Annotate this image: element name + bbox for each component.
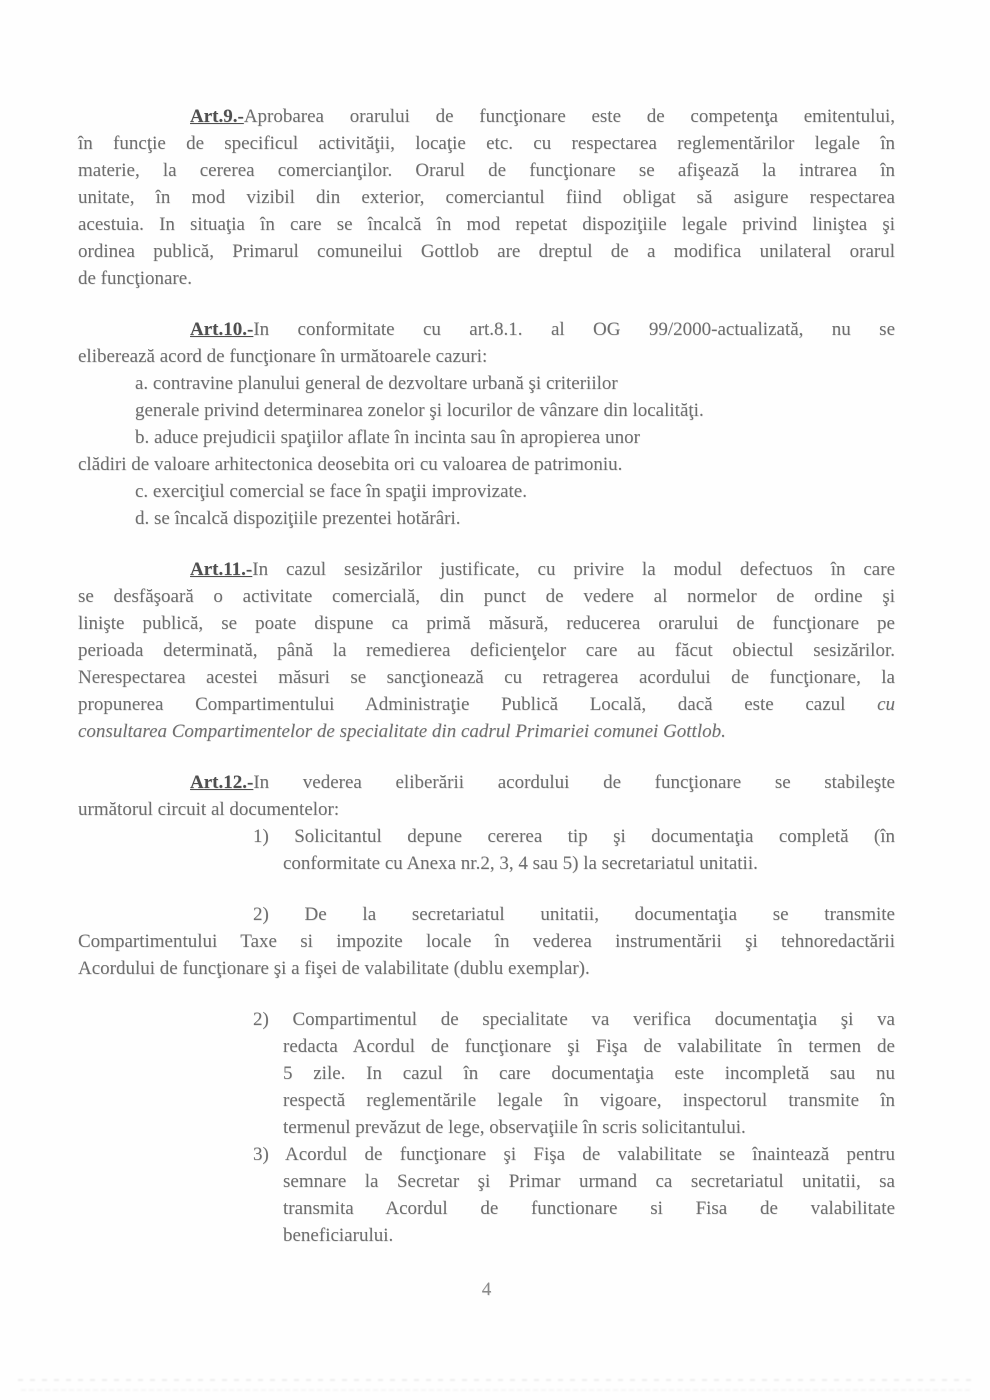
list-item-b-continuation: clădiri de valoare arhitectonica deosebita ori cu valoarea de patrimoniu. [78,454,623,475]
text-segment: In vederea eliberării acordului de funcţionare se stabileşte [253,772,895,793]
numbered-item-3-continuation: transmita Acordul de functionare si Fisa de valabilitate [283,1198,895,1219]
numbered-item-3-continuation: beneficiarului. [283,1225,394,1246]
text-line [78,769,895,796]
numbered-item-2b-continuation: respectă reglementările legale în vigoare, inspectorul transmite în [283,1090,895,1111]
numbered-item-2: 2) De la secretariatul unitatii, documentaţia se transmite [253,904,895,925]
paragraph-art12-steps-3-4 [78,1006,895,1249]
numbered-item-2-continuation: Acordului de funcţionare şi a fişei de valabilitate (dublu exemplar). [78,958,590,979]
numbered-item-2b-continuation: redacta Acordul de funcţionare şi Fişa de valabilitate în termen de [283,1036,895,1057]
text-line: se desfăşoară o activitate comercială, din punct de vedere al normelor de ordine şi [78,586,895,607]
numbered-item-2b-continuation: 5 zile. In cazul în care documentaţia este incompletă sau nu [283,1063,895,1084]
numbered-item-2-continuation: Compartimentului Taxe si impozite locale în vederea instrumentării şi tehnoredactării [78,931,895,952]
text-line: ordinea publică, Primarul comuneilui Gottlob are dreptul de a modifica unilateral orarul [78,241,895,262]
text-segment: Aprobarea orarului de funcţionare este de competenţa emitentului, [243,106,895,127]
paragraph-art12 [78,769,895,877]
text-line [78,316,895,343]
list-item-a: a. contravine planului general de dezvoltare urbană şi criteriilor [135,373,618,394]
italic-segment: cu [877,694,895,715]
text-line: în funcţie de specificul activităţii, locaţie etc. cu respectarea reglementărilor legale în [78,133,895,154]
paragraph-art12-step2 [78,901,895,982]
text-line: următorul circuit al documentelor: [78,799,340,820]
text-segment: In cazul sesizărilor justificate, cu privire la modul defectuos în care [252,559,895,580]
numbered-item-2b: 2) Compartimentul de specialitate va verifica documentaţia şi va [253,1009,895,1030]
numbered-item-1-continuation: conformitate cu Anexa nr.2, 3, 4 sau 5) la secretariatul unitatii. [283,853,758,874]
paragraph-art9 [78,103,895,292]
text-segment: propunerea Compartimentului Administraţie Publică Locală, dacă este cazul [78,694,878,715]
text-line [78,691,895,718]
italic-text-line: consultarea Compartimentelor de specialitate din cadrul Primariei comunei Gottlob. [78,721,726,742]
paragraph-art10 [78,316,895,532]
list-item-a-continuation: generale privind determinarea zonelor şi locurilor de vânzare din localităţi. [135,400,704,421]
numbered-item-3-continuation: semnare la Secretar şi Primar urmand ca secretariatul unitatii, sa [283,1171,895,1192]
text-line: perioada determinată, până la remedierea deficienţelor care au făcut obiectul sesizărilor. [78,640,895,661]
list-item-c: c. exerciţiul comercial se face în spaţii improvizate. [135,481,527,502]
article-lead-art12: Art.12.- [190,772,254,793]
article-lead-art10: Art.10.- [190,319,254,340]
article-lead-art9: Art.9.- [190,106,244,127]
text-line: Nerespectarea acestei măsuri se sancţionează cu retragerea acordului de funcţionare, la [78,667,895,688]
list-item-d: d. se încalcă dispoziţiile prezentei hotărâri. [135,508,461,529]
page-number: 4 [481,1279,492,1300]
text-line [78,556,895,583]
paragraph-art11 [78,556,895,745]
text-line: de funcţionare. [78,268,192,289]
document-content [78,103,895,1249]
text-line [78,103,895,130]
numbered-item-2b-continuation: termenul prevăzut de lege, observaţiile în scris solicitantului. [283,1117,746,1138]
text-line: acestuia. In situaţia în care se încalcă în mod repetat dispoziţiile legale privind liniştea şi [78,214,895,235]
numbered-item-1: 1) Solicitantul depune cererea tip şi documentaţia completă (în [253,826,895,847]
scan-artifact [18,1377,972,1393]
article-lead-art11: Art.11.- [190,559,253,580]
list-item-b: b. aduce prejudicii spaţiilor aflate în incinta sau în apropierea unor [135,427,640,448]
text-line: materie, la cererea comercianţilor. Orarul de funcţionare se afişează la intrarea în [78,160,895,181]
text-line: unitate, în mod vizibil din exterior, comerciantul fiind obligat să asigure respectarea [78,187,895,208]
numbered-item-3: 3) Acordul de funcţionare şi Fişa de valabilitate se înaintează pentru [253,1144,895,1165]
text-line: eliberează acord de funcţionare în următoarele cazuri: [78,346,488,367]
text-line: linişte publică, se poate dispune ca primă măsură, reducerea orarului de funcţionare pe [78,613,895,634]
text-segment: In conformitate cu art.8.1. al OG 99/2000-actualizată, nu se [253,319,895,340]
